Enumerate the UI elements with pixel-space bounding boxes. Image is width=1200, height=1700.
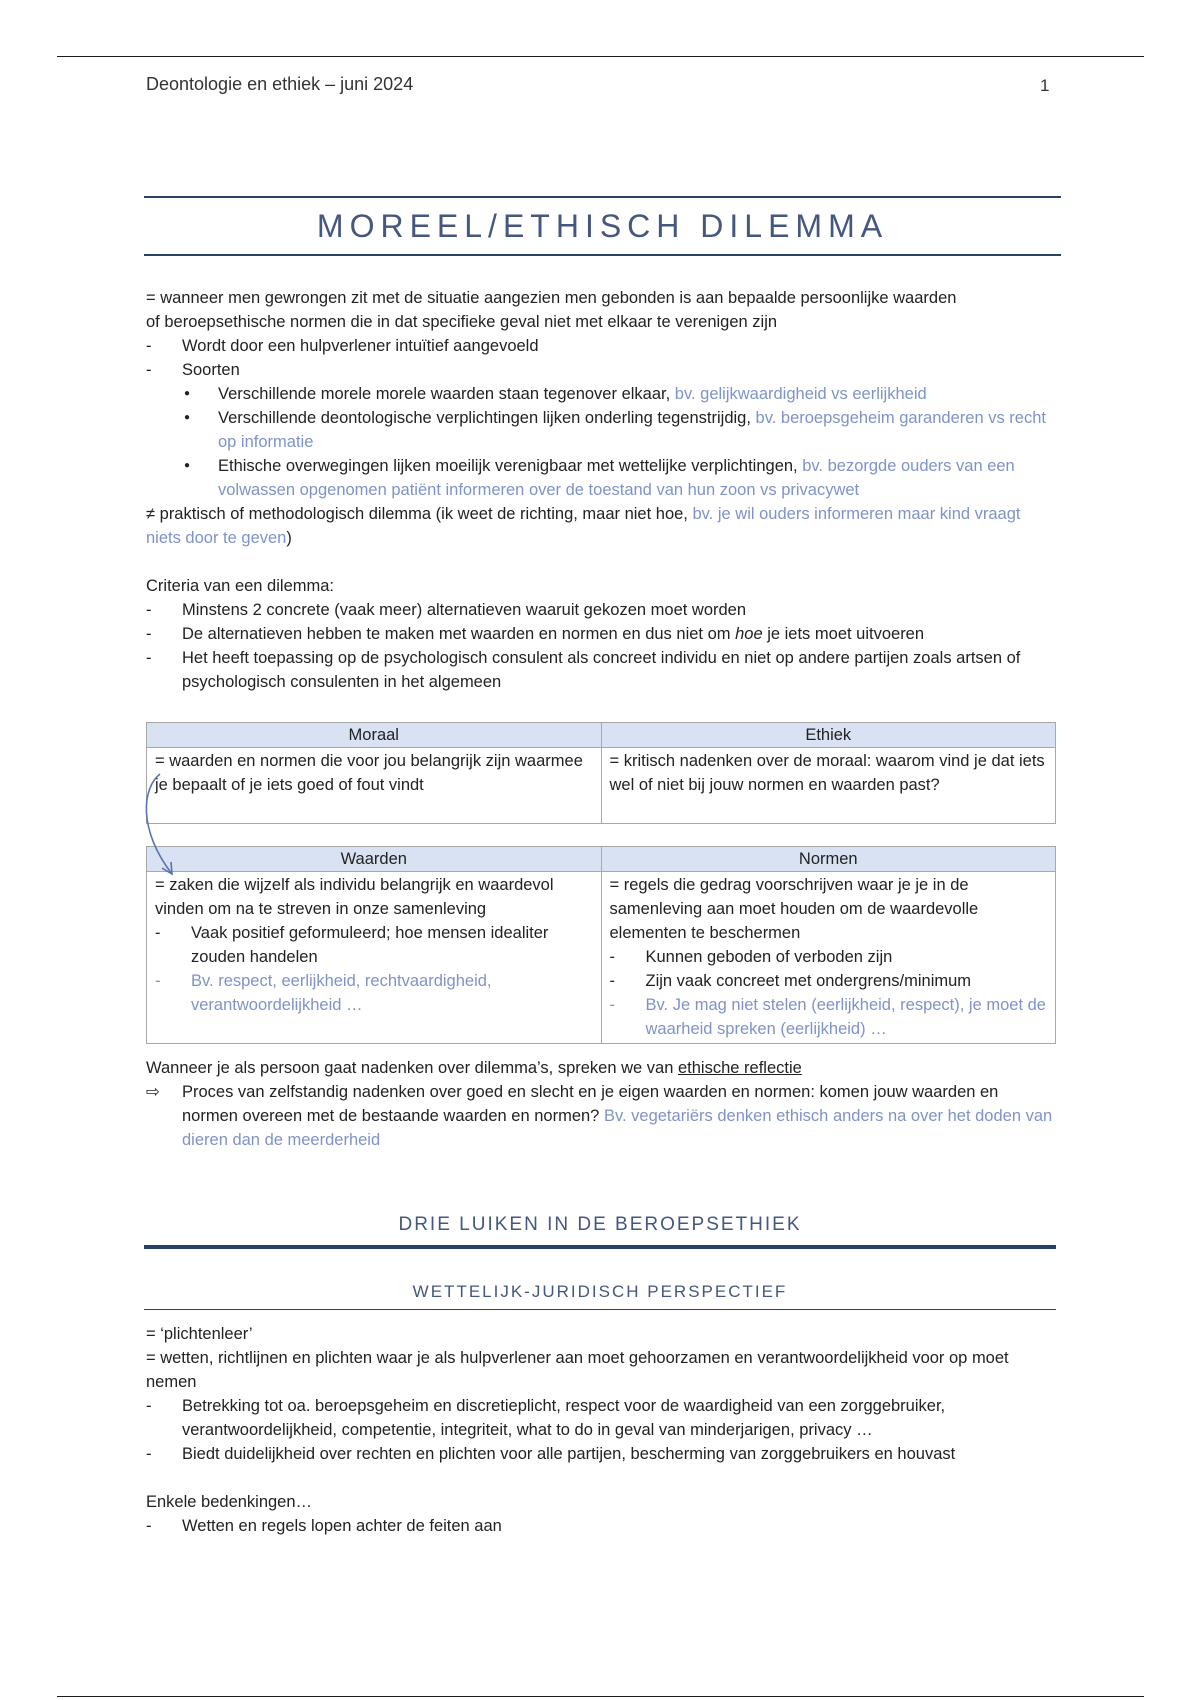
normen-dash-3: - Bv. Je mag niet stelen (eerlijkheid, respect), je moet de waarheid spreken (eerlijkheid) … xyxy=(610,993,1048,1041)
legal-content xyxy=(146,1322,1056,1538)
moraal-ethiek-table xyxy=(146,722,1056,824)
legal-line-2: = wetten, richtlijnen en plichten waar je als hulpverlener aan moet gehoorzamen en verantwoordelijkheid voor op moet nemen xyxy=(146,1349,1009,1391)
legal-line-1: = ‘plichtenleer’ xyxy=(146,1325,253,1343)
not-equal-line xyxy=(146,502,1056,550)
type-bullet-1 xyxy=(146,382,1056,406)
consideration-1: - Wetten en regels lopen achter de feiten aan xyxy=(146,1514,1056,1538)
reflection-arrow-example: Bv. vegetariërs denken ethisch anders na over het doden van dieren dan de meerderheid xyxy=(182,1107,1053,1149)
reflection-arrow-text: Proces van zelfstandig nadenken over goed en slecht en je eigen waarden en normen: komen jouw waarden en normen overeen met de bestaande waarden en normen? xyxy=(182,1083,999,1125)
not-equal-text: ≠ praktisch of methodologisch dilemma (ik weet de richting, maar niet hoe, xyxy=(146,505,693,523)
reflection-intro-line xyxy=(146,1056,1056,1080)
reflection-term: ethische reflectie xyxy=(677,1059,802,1077)
header-page-number: 1 xyxy=(1040,76,1050,95)
main-content xyxy=(146,286,1056,1152)
definition-line-2: of beroepsethische normen die in dat specifieke geval niet met elkaar te verenigen zijn xyxy=(146,313,778,331)
normen-dash-2: - Zijn vaak concreet met ondergrens/minimum xyxy=(610,969,1048,993)
reflection-intro: Wanneer je als persoon gaat nadenken over dilemma’s, spreken we van xyxy=(146,1059,678,1077)
legal-dash-1: - Betrekking tot oa. beroepsgeheim en discretieplicht, respect voor de waardigheid van een zorggebruiker, verantwoordelijkheid, competentie, integriteit, what to do in geval van minderjarigen, privacy … xyxy=(146,1394,1056,1442)
waarden-header: Waarden xyxy=(147,847,602,872)
legal-dash-2: - Biedt duidelijkheid over rechten en plichten voor alle partijen, bescherming van zorggebruikers en houvast xyxy=(146,1442,1056,1466)
definition-line-1: = wanneer men gewrongen zit met de situatie aangezien men gebonden is aan bepaalde persoonlijke waarden xyxy=(146,289,957,307)
considerations-heading: Enkele bedenkingen… xyxy=(146,1493,313,1511)
page-title: MOREEL/ETHISCH DILEMMA xyxy=(316,208,889,244)
moraal-header: Moraal xyxy=(147,723,602,748)
criteria-item-2-em: hoe xyxy=(735,625,763,643)
waarden-definition: = zaken die wijzelf als individu belangrijk en waardevol vinden om na te streven in onze samenleving xyxy=(155,876,554,918)
header-doc-title: Deontologie en ethiek – juni 2024 xyxy=(146,74,414,94)
normen-cell xyxy=(601,872,1056,1044)
normen-dash-1: - Kunnen geboden of verboden zijn xyxy=(610,945,1048,969)
definition-dash-1: - Wordt door een hulpverlener intuïtief aangevoeld xyxy=(146,334,1056,358)
waarden-normen-table xyxy=(146,846,1056,1044)
type-bullet-2-example: bv. beroepsgeheim garanderen vs recht op informatie xyxy=(218,409,1046,451)
definition-dash-2: - Soorten xyxy=(146,358,1056,382)
criteria-item-2-b: je iets moet uitvoeren xyxy=(762,625,925,643)
criteria-item-2-a: De alternatieven hebben te maken met waarden en normen en dus niet om xyxy=(182,625,736,643)
curved-arrow-icon xyxy=(140,770,190,880)
type-bullet-2-text: Verschillende deontologische verplichtingen lijken onderling tegenstrijdig, xyxy=(218,409,756,427)
not-equal-example: bv. je wil ouders informeren maar kind vraagt niets door te geven xyxy=(146,505,1021,547)
top-rule xyxy=(57,56,1144,57)
criteria-heading: Criteria van een dilemma: xyxy=(146,577,334,595)
section-heading-three-parts: DRIE LUIKEN IN DE BEROEPSETHIEK xyxy=(144,1213,1056,1249)
waarden-dash-1: - Vaak positief geformuleerd; hoe mensen idealiter zouden handelen xyxy=(155,921,593,969)
type-bullet-1-example: bv. gelijkwaardigheid vs eerlijkheid xyxy=(674,385,927,403)
reflection-arrow-item xyxy=(146,1080,1056,1152)
ethiek-header: Ethiek xyxy=(601,723,1056,748)
title-box xyxy=(144,196,1061,256)
moraal-cell: = waarden en normen die voor jou belangrijk zijn waarmee je bepaalt of je iets goed of fout vindt xyxy=(147,748,602,824)
normen-header: Normen xyxy=(601,847,1056,872)
waarden-dash-2: - Bv. respect, eerlijkheid, rechtvaardigheid, verantwoordelijkheid … xyxy=(155,969,593,1017)
normen-definition: = regels die gedrag voorschrijven waar je je in de samenleving aan moet houden om de waardevolle elementen te beschermen xyxy=(609,876,979,942)
type-bullet-3-example: bv. bezorgde ouders van een volwassen opgenomen patiënt informeren over de toestand van hun zoon vs privacywet xyxy=(218,457,1015,499)
criteria-item-3: - Het heeft toepassing op de psychologisch consulent als concreet individu en niet op andere partijen zoals artsen of psychologisch consulenten in het algemeen xyxy=(146,646,1056,694)
bottom-rule xyxy=(57,1696,1144,1697)
type-bullet-3 xyxy=(146,454,1056,502)
waarden-cell xyxy=(147,872,602,1044)
ethiek-cell: = kritisch nadenken over de moraal: waarom vind je dat iets wel of niet bij jouw normen en waarden past? xyxy=(601,748,1056,824)
type-bullet-1-text: Verschillende morele morele waarden staan tegenover elkaar, xyxy=(218,385,675,403)
not-equal-close: ) xyxy=(286,529,292,547)
type-bullet-3-text: Ethische overwegingen lijken moeilijk verenigbaar met wettelijke verplichtingen, xyxy=(218,457,803,475)
type-bullet-2 xyxy=(146,406,1056,454)
criteria-item-2 xyxy=(146,622,1056,646)
criteria-item-1: - Minstens 2 concrete (vaak meer) alternatieven waaruit gekozen moet worden xyxy=(146,598,1056,622)
section-heading-legal: WETTELIJK-JURIDISCH PERSPECTIEF xyxy=(144,1280,1056,1310)
